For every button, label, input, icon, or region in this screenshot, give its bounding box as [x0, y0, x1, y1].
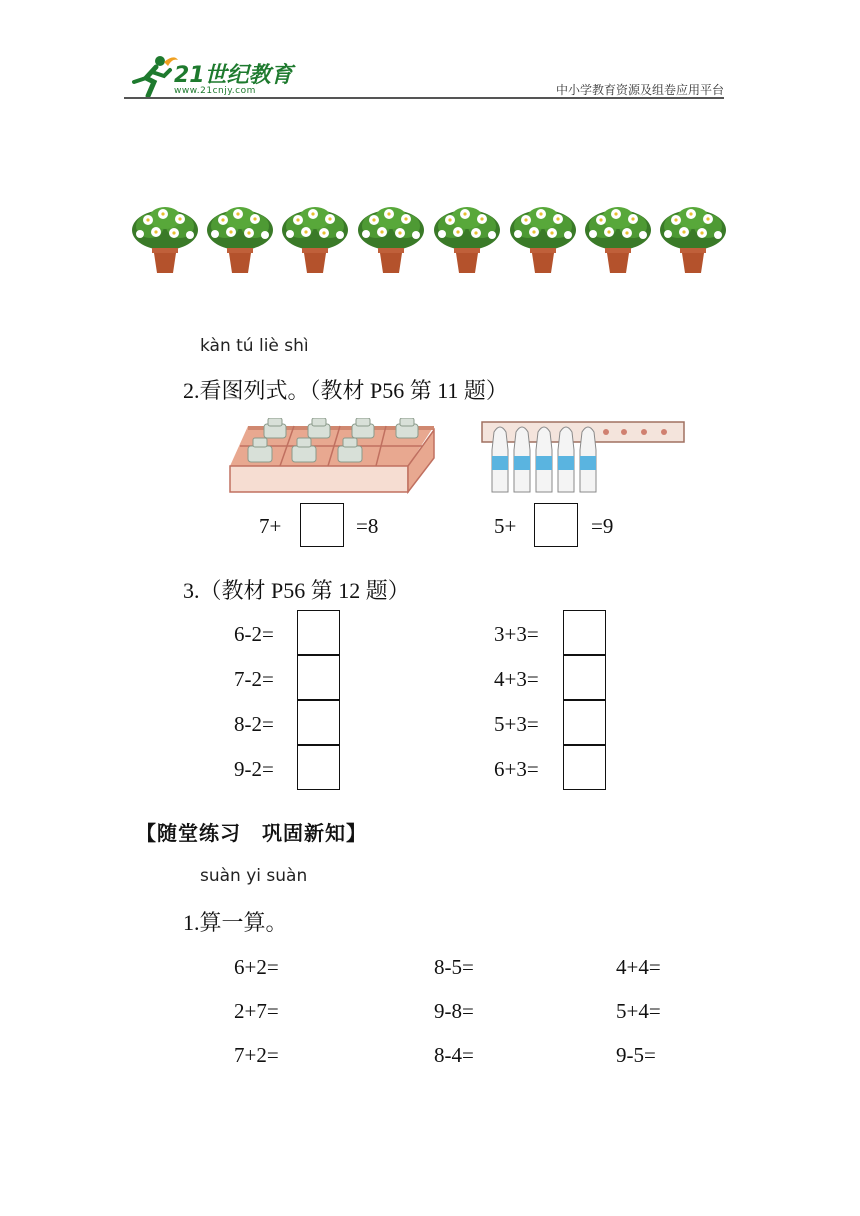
q3-right-answer-box[interactable] [563, 745, 606, 790]
practice-title: 1.算一算。 [183, 910, 288, 935]
practice-equation: 9-5= [616, 1043, 656, 1067]
logo-text: 21世纪教育 [174, 63, 293, 88]
q3-left-answer-box[interactable] [297, 610, 340, 655]
header-divider [124, 97, 724, 99]
q3-left-equation: 9-2= [234, 757, 274, 781]
q3-title: 3.（教材 P56 第 12 题） [183, 578, 410, 603]
q3-left-equation: 6-2= [234, 622, 274, 646]
q3-right-answer-box[interactable] [563, 700, 606, 745]
practice-equation: 8-5= [434, 955, 474, 979]
water-bottle-rack-illustration [480, 418, 686, 496]
q3-right-answer-box[interactable] [563, 655, 606, 700]
logo-url: www.21cnjy.com [174, 86, 256, 96]
q2-eq1-prefix: 7+ [259, 514, 282, 538]
q3-right-answer-box[interactable] [563, 610, 606, 655]
q3-left-answer-box[interactable] [297, 700, 340, 745]
q3-left-answer-box[interactable] [297, 745, 340, 790]
bottle-crate-illustration [228, 418, 438, 494]
q3-left-equation: 8-2= [234, 712, 274, 736]
practice-equation: 9-8= [434, 999, 474, 1023]
q2-eq1-suffix: =8 [356, 514, 379, 538]
practice-equation: 6+2= [234, 955, 279, 979]
q3-right-equation: 4+3= [494, 667, 539, 691]
header-tagline: 中小学教育资源及组卷应用平台 [555, 83, 724, 97]
practice-equation: 4+4= [616, 955, 661, 979]
q2-pinyin: kàn tú liè shì [200, 336, 309, 356]
practice-equation: 5+4= [616, 999, 661, 1023]
practice-equation: 2+7= [234, 999, 279, 1023]
q3-left-equation: 7-2= [234, 667, 274, 691]
q2-answer-box-1[interactable] [300, 503, 344, 547]
q2-title: 2.看图列式。（教材 P56 第 11 题） [183, 378, 508, 403]
runner-logo-icon [124, 52, 180, 100]
practice-pinyin: suàn yi suàn [200, 866, 308, 886]
practice-equation: 7+2= [234, 1043, 279, 1067]
q3-left-answer-box[interactable] [297, 655, 340, 700]
q3-right-equation: 6+3= [494, 757, 539, 781]
q3-right-equation: 5+3= [494, 712, 539, 736]
q3-right-equation: 3+3= [494, 622, 539, 646]
q2-eq2-prefix: 5+ [494, 514, 517, 538]
q2-answer-box-2[interactable] [534, 503, 578, 547]
q2-eq2-suffix: =9 [591, 514, 614, 538]
practice-heading: 【随堂练习 巩固新知】 [136, 821, 367, 845]
flower-pot-illustration [130, 206, 730, 278]
practice-equation: 8-4= [434, 1043, 474, 1067]
